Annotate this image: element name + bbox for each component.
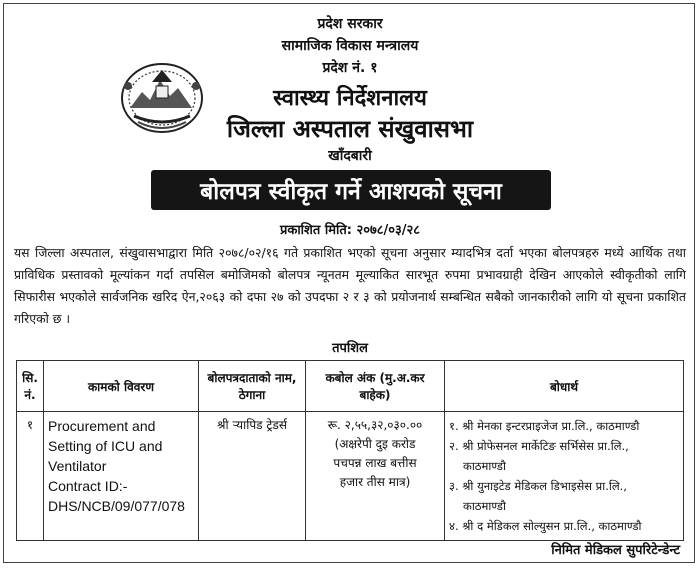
header-province-govt: प्रदेश सरकार: [317, 16, 383, 32]
cell-bidder: श्री र्‍यापिड ट्रेडर्स: [199, 412, 306, 541]
notice-body: यस जिल्ला अस्पताल, संखुवासभाद्वारा मिति २०७८/०२/१६ गते प्रकाशित भएको सूचना अनुसार म्यादभित्र दर्ता भएका बोलपत्रहरु मध्ये आर्थिक तथा प्राविधिक प्रस्तावको मूल्यांकन गर्दा तपसिल बमोजिमको बोलपत्र न्यूनतम मूल्याकित सारभूत रुपमा प्रभावग्राही देखिन आएकोले स्वीकृतीको लागि सिफारीस भएकोले सार्वजनिक खरिद ऐन,२०६३ को दफा २७ को उपदफा २ र ३ को प्रयोजनार्थ सम्बन्धित सबैको जानकारीको लागि यो सूचना प्रकाशित गरिएको छ ।: [14, 245, 686, 326]
cell-amount: [306, 412, 445, 541]
header-hospital: जिल्ला अस्पताल संखुवासभा: [226, 115, 474, 143]
signoff: निमित मेडिकल सुपरिटेन्डेन्ट: [551, 543, 680, 558]
notice-frame: [3, 3, 695, 563]
work-line: Procurement and: [48, 418, 156, 434]
col-header-bidder: बोलपत्रदाताको नाम, ठेगाना: [199, 361, 306, 412]
work-line: Setting of ICU and: [48, 438, 163, 454]
bid-table: [16, 360, 684, 541]
recipient-item: १. श्री मेनका इन्टरप्राइजेज प्रा.लि., काठमाण्डौ: [449, 419, 640, 433]
work-line: Contract ID:-: [48, 478, 128, 494]
recipient-item-cont: काठमाण्डौ: [463, 459, 506, 473]
cell-work: [44, 412, 199, 541]
recipient-item: २. श्री प्रोफेसनल मार्केटिङ सर्भिसेस प्रा.लि.,: [449, 439, 629, 453]
details-label: तपशिल: [332, 341, 368, 356]
col-header-work: कामको विवरण: [44, 361, 199, 412]
cell-sn: १: [17, 412, 44, 541]
header-location: खाँदबारी: [328, 148, 372, 164]
published-date: प्रकाशित मिति: २०७८/०३/२८: [279, 223, 421, 238]
table-header-row: [17, 361, 684, 412]
col-header-amount: कबोल अंक (मु.अ.कर बाहेक): [306, 361, 445, 412]
header-province-no: प्रदेश नं. १: [322, 60, 378, 76]
col-header-recipients: बोधार्थ: [445, 361, 684, 412]
header-directorate: स्वास्थ्य निर्देशनालय: [273, 86, 427, 111]
recipient-item: ३. श्री युनाइटेड मेडिकल डिभाइसेस प्रा.लि.,: [449, 479, 627, 493]
table-row: [17, 412, 684, 541]
amount-line: रू. २,५५,३२,०३०.००: [327, 418, 423, 432]
amount-line: हजार तीस मात्र): [339, 475, 411, 489]
header-ministry: सामाजिक विकास मन्त्रालय: [281, 38, 419, 54]
work-line: DHS/NCB/09/077/078: [48, 498, 185, 514]
work-line: Ventilator: [48, 458, 107, 474]
col-header-sn: सि. नं.: [17, 361, 44, 412]
notice-title-banner: बोलपत्र स्वीकृत गर्ने आशयको सूचना: [151, 170, 551, 210]
cell-recipients: [445, 412, 684, 541]
amount-line: (अक्षरेपी दुइ करोड: [334, 437, 416, 451]
recipient-item-cont: काठमाण्डौ: [463, 499, 506, 513]
recipient-item: ४. श्री द मेडिकल सोल्युसन प्रा.लि., काठमाण्डौ: [449, 519, 642, 533]
amount-line: पचपन्न लाख बत्तीस: [333, 456, 417, 470]
